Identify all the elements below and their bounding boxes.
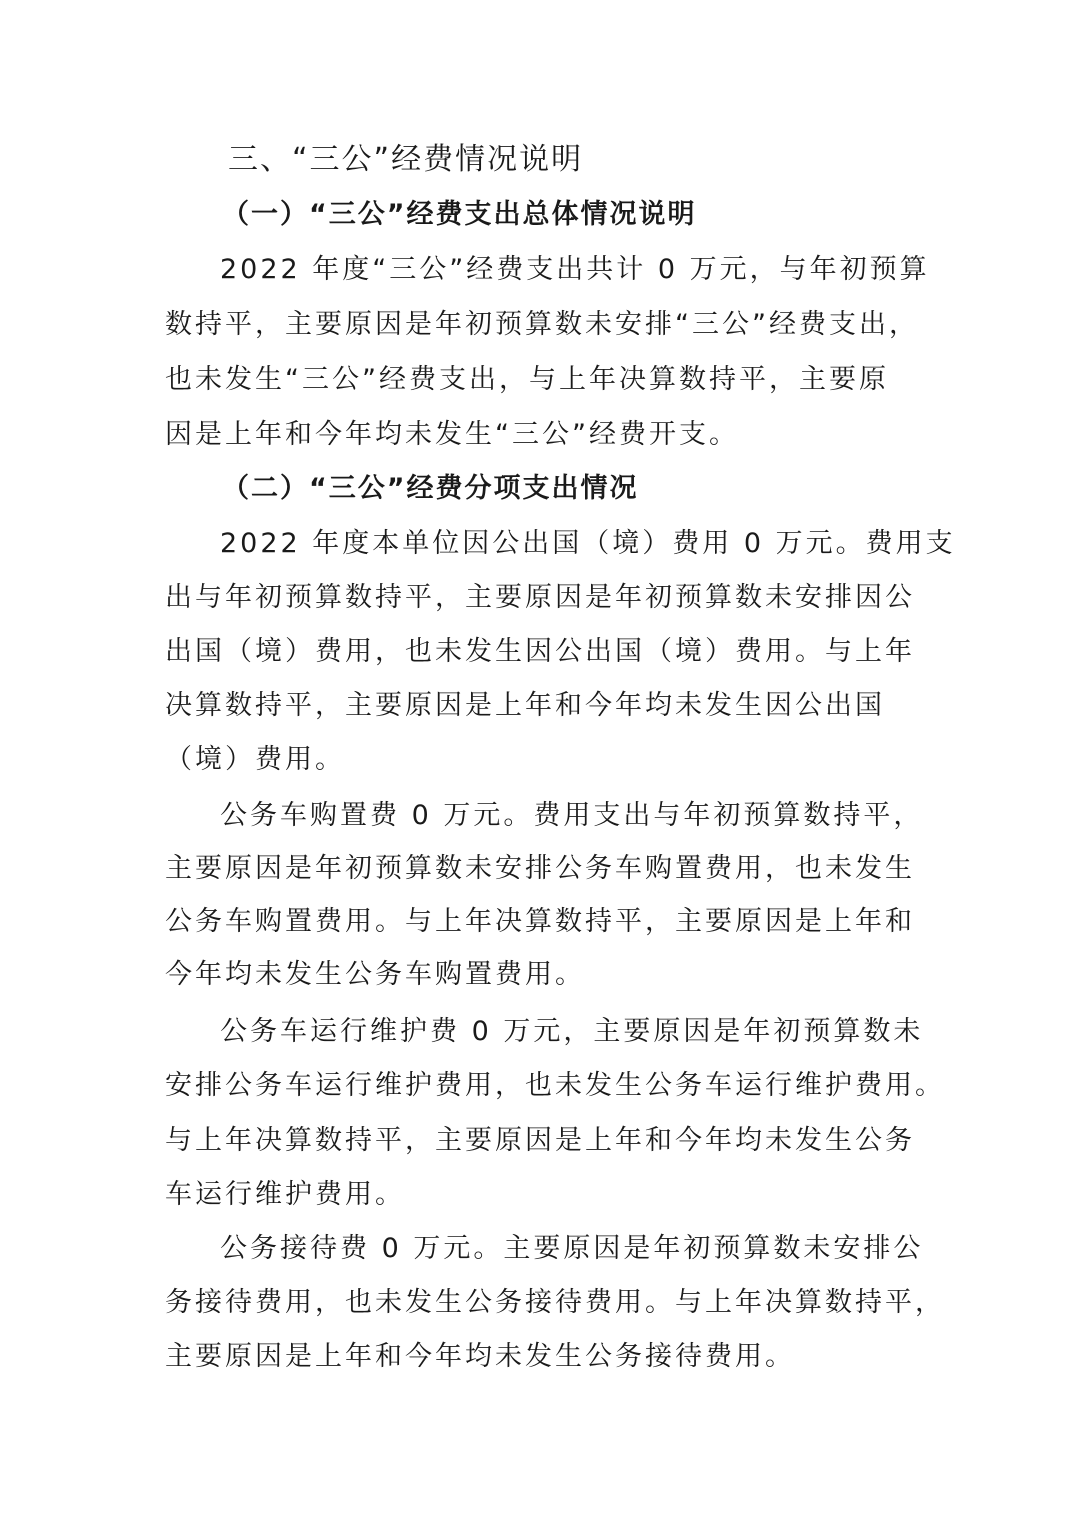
subsection-title-overall: （一）“三公”经费支出总体情况说明: [222, 199, 697, 230]
paragraph-line: 主要原因是上年和今年均未发生公务接待费用。: [165, 1341, 795, 1372]
paragraph-line: 2022 年度本单位因公出国（境）费用 0 万元。费用支: [220, 528, 956, 559]
paragraph-line: 公务车运行维护费 0 万元，主要原因是年初预算数未: [220, 1016, 924, 1047]
paragraph-line: 也未发生“三公”经费支出，与上年决算数持平，主要原: [165, 364, 889, 395]
subsection-title-itemized: （二）“三公”经费分项支出情况: [222, 473, 639, 504]
section-heading: 三、“三公”经费情况说明: [228, 142, 584, 177]
paragraph-line: 务接待费用，也未发生公务接待费用。与上年决算数持平，: [165, 1287, 945, 1318]
paragraph-line: 主要原因是年初预算数未安排公务车购置费用，也未发生: [165, 853, 915, 884]
paragraph-line: 出国（境）费用，也未发生因公出国（境）费用。与上年: [165, 636, 915, 667]
paragraph-line: 车运行维护费用。: [165, 1179, 405, 1210]
paragraph-line: 2022 年度“三公”经费支出共计 0 万元，与年初预算: [220, 254, 930, 285]
paragraph-line: 数持平，主要原因是年初预算数未安排“三公”经费支出，: [165, 309, 919, 340]
paragraph-line: 决算数持平，主要原因是上年和今年均未发生因公出国: [165, 690, 885, 721]
paragraph-line: 公务车购置费 0 万元。费用支出与年初预算数持平，: [220, 800, 924, 831]
paragraph-line: 安排公务车运行维护费用，也未发生公务车运行维护费用。: [165, 1070, 945, 1101]
paragraph-line: 出与年初预算数持平，主要原因是年初预算数未安排因公: [165, 582, 915, 613]
paragraph-line: 今年均未发生公务车购置费用。: [165, 959, 585, 990]
paragraph-line: 因是上年和今年均未发生“三公”经费开支。: [165, 419, 739, 450]
paragraph-line: （境）费用。: [165, 744, 345, 775]
paragraph-line: 与上年决算数持平，主要原因是上年和今年均未发生公务: [165, 1125, 915, 1156]
paragraph-line: 公务车购置费用。与上年决算数持平，主要原因是上年和: [165, 906, 915, 937]
paragraph-line: 公务接待费 0 万元。主要原因是年初预算数未安排公: [220, 1233, 924, 1264]
